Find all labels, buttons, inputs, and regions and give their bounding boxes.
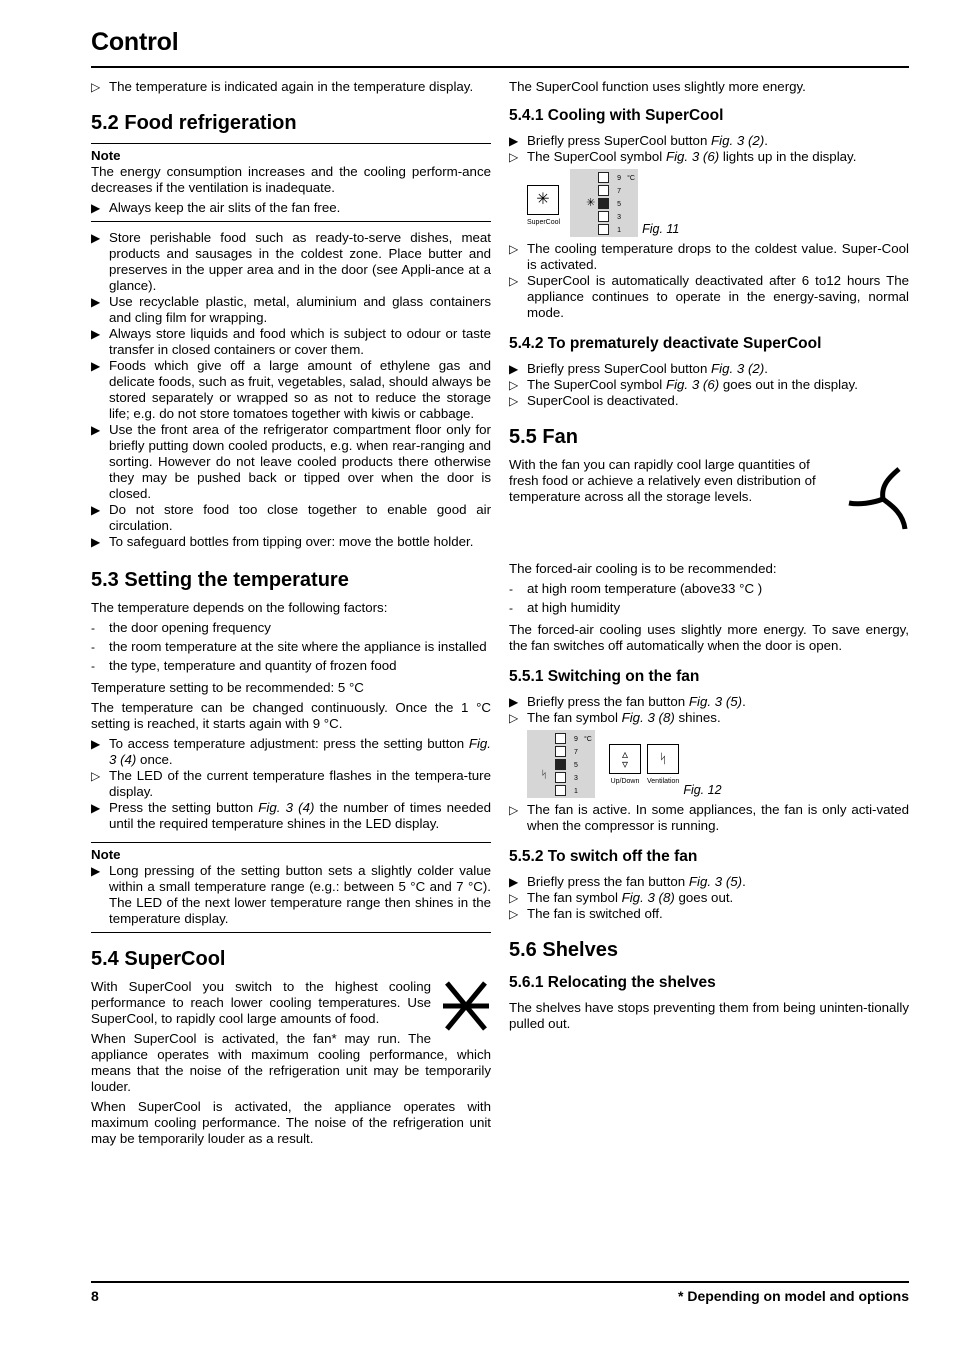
result-item: ▷ SuperCool is automatically deactivated after 6 to12 hours The appliance continues to operate in the energy-saving, normal mode. (509, 273, 909, 320)
note-title: Note (91, 847, 121, 862)
display-level: 3 (574, 775, 578, 782)
action-item: ▶ Press the setting button Fig. 3 (4) the number of times needed until the required temperature shines in the LED display. (91, 800, 492, 831)
figure-caption: Fig. 12 (683, 783, 722, 797)
display-level: 5 (574, 762, 578, 769)
note-action-item: ▶ Long pressing of the setting button sets a slightly colder value within a small temperature range (e.g.: between 5 °C and 7 °C). The LED of the next lower temperature range then shines in the temperature display. (91, 863, 491, 926)
section-title-5-6: 5.6 Shelves (509, 939, 618, 961)
paragraph: With SuperCool you switch to the highest cooling performance to reach lower cooling temperatures. Use SuperCool, to rapidly cool large amounts of food. (91, 979, 431, 1026)
list-item: - the door opening frequency (91, 620, 271, 635)
action-item: ▶ Briefly press SuperCool button Fig. 3 (2). (509, 361, 768, 376)
display-level: 7 (617, 188, 621, 195)
display-level: 5 (617, 201, 621, 208)
action-item: ▶ Use the front area of the refrigerator compartment floor only for briefly putting down cooled products, e.g. when rear-ranging and sorting. However do not leave cooled products there otherwise they may be pushed back or tipped over when the door is closed. (91, 422, 491, 501)
action-item: ▶ Use recyclable plastic, metal, aluminium and glass containers and cling film for wrapping. (91, 294, 491, 325)
display-level: 1 (617, 227, 621, 234)
updown-arrows-icon: ▵ ▿ (609, 744, 641, 774)
paragraph: The temperature can be changed continuously. Once the 1 °C setting is reached, it starts again with 9 °C. (91, 700, 491, 731)
display-led (555, 772, 566, 783)
top-rule (91, 66, 909, 68)
supercool-icon (441, 979, 491, 1037)
result-item: ▷ The fan is switched off. (509, 906, 663, 921)
paragraph: The shelves have stops preventing them from being uninten-tionally pulled out. (509, 1000, 909, 1031)
list-item: - at high humidity (509, 600, 621, 615)
paragraph: The forced-air cooling is to be recommended: (509, 561, 777, 576)
result-item: ▷ The SuperCool symbol Fig. 3 (6) lights up in the display. (509, 149, 857, 164)
display-level: 1 (574, 788, 578, 795)
page-number: 8 (91, 1288, 99, 1304)
display-level: 7 (574, 749, 578, 756)
paragraph: The temperature depends on the following factors: (91, 600, 388, 615)
section-title-5-2: 5.2 Food refrigeration (91, 112, 297, 134)
display-unit: °C (627, 175, 635, 182)
display-level: 9 (617, 175, 621, 182)
section-title-5-3: 5.3 Setting the temperature (91, 569, 349, 591)
paragraph: When SuperCool is activated, the appliance operates with maximum cooling performance. The noise of the refrigeration unit may be temporarily louder as a result. (91, 1099, 491, 1146)
section-title-5-5-1: 5.5.1 Switching on the fan (509, 668, 700, 685)
list-item: - the type, temperature and quantity of frozen food (91, 658, 397, 673)
display-led (555, 785, 566, 796)
paragraph: When SuperCool is activated, the fan* may run. The appliance operates with maximum cooling performance, which means that the noise of the refrigeration unit may be temporarily louder. (91, 1031, 491, 1094)
ventilation-button-illustration (647, 744, 679, 790)
section-title-5-4-1: 5.4.1 Cooling with SuperCool (509, 107, 724, 124)
figure-12 (527, 730, 909, 798)
note-box (91, 842, 491, 933)
action-item: ▶ Foods which give off a large amount of ethylene gas and delicate foods, such as fruit, vegetables, salad, should always be stored separately or wrapped so as not to reduce the storage life; e.g. do not store tomatoes together with kiwis or cabbage. (91, 358, 491, 421)
display-unit: °C (584, 736, 592, 743)
result-item: ▷ The temperature is indicated again in the temperature display. (91, 79, 474, 94)
fan-symbol-icon: ᛋ (541, 770, 547, 781)
paragraph: With the fan you can rapidly cool large quantities of fresh food or achieve a relatively even distribution of temperature across all the storage levels. (509, 457, 816, 504)
list-item: - at high room temperature (above33 °C ) (509, 581, 763, 596)
figure-11 (527, 169, 909, 237)
result-item: ▷ SuperCool is deactivated. (509, 393, 679, 408)
display-led (555, 746, 566, 757)
fan-icon: ᛋ (647, 744, 679, 774)
list-item: - the room temperature at the site where the appliance is installed (91, 639, 487, 654)
action-item: ▶ Briefly press SuperCool button Fig. 3 (2). (509, 133, 768, 148)
footer-note: * Depending on model and options (678, 1288, 909, 1304)
paragraph: The SuperCool function uses slightly more energy. (509, 79, 806, 94)
updown-button-illustration (609, 744, 641, 790)
note-box (91, 143, 491, 222)
left-column (91, 79, 491, 1151)
result-item: ▷ The SuperCool symbol Fig. 3 (6) goes out in the display. (509, 377, 858, 392)
note-title: Note (91, 148, 121, 163)
display-led (598, 185, 609, 196)
result-item: ▷ The fan is active. In some appliances, the fan is only acti-vated when the compressor is running. (509, 802, 909, 833)
right-column (509, 79, 909, 1036)
note-text: The energy consumption increases and the cooling perform-ance decreases if the ventilation is inadequate. (91, 164, 491, 195)
result-item: ▷ The LED of the current temperature flashes in the tempera-ture display. (91, 768, 491, 799)
display-led-active (555, 759, 566, 770)
result-item: ▷ The fan symbol Fig. 3 (8) shines. (509, 710, 721, 725)
page-title: Control (91, 28, 179, 56)
display-level: 3 (617, 214, 621, 221)
fan-icon (847, 465, 909, 535)
bottom-rule (91, 1281, 909, 1283)
paragraph: Temperature setting to be recommended: 5 °C (91, 680, 364, 695)
display-led (598, 172, 609, 183)
temperature-display (570, 169, 638, 237)
section-title-5-5-2: 5.5.2 To switch off the fan (509, 848, 698, 865)
button-caption: SuperCool (527, 219, 561, 226)
display-level: 9 (574, 736, 578, 743)
display-led (555, 733, 566, 744)
paragraph: The forced-air cooling uses slightly more energy. To save energy, the fan switches off automatically when the door is open. (509, 622, 909, 653)
result-item: ▷ The cooling temperature drops to the coldest value. Super-Cool is activated. (509, 241, 909, 272)
section-title-5-4-2: 5.4.2 To prematurely deactivate SuperCool (509, 335, 822, 352)
action-item: ▶ Briefly press the fan button Fig. 3 (5). (509, 874, 746, 889)
result-item: ▷ The fan symbol Fig. 3 (8) goes out. (509, 890, 734, 905)
display-led (598, 224, 609, 235)
action-item: ▶ Always store liquids and food which is subject to odour or taste transfer in closed containers or cover them. (91, 326, 491, 357)
section-title-5-5: 5.5 Fan (509, 426, 578, 448)
section-title-5-4: 5.4 SuperCool (91, 948, 226, 970)
figure-caption: Fig. 11 (642, 222, 680, 236)
action-item: ▶ Do not store food too close together to enable good air circulation. (91, 502, 491, 533)
button-caption: Ventilation (647, 778, 680, 785)
action-item: ▶ Briefly press the fan button Fig. 3 (5). (509, 694, 746, 709)
display-led-active (598, 198, 609, 209)
temperature-display (527, 730, 595, 798)
action-item: ▶ To access temperature adjustment: press the setting button Fig. 3 (4) once. (91, 736, 491, 767)
section-title-5-6-1: 5.6.1 Relocating the shelves (509, 974, 716, 991)
action-item: ▶ Store perishable food such as ready-to-serve dishes, meat products and sausages in the coldest zone. Place butter and preserves in the upper area and in the door (see Appli-ance at a glance). (91, 230, 491, 293)
button-caption: Up/Down (610, 778, 640, 785)
action-item: ▶ To safeguard bottles from tipping over: move the bottle holder. (91, 534, 474, 549)
note-action-item: ▶ Always keep the air slits of the fan free. (91, 200, 341, 215)
supercool-symbol-icon: ✳ (586, 197, 596, 209)
supercool-button-illustration (527, 185, 560, 231)
display-led (598, 211, 609, 222)
snowflake-icon: ✳ (527, 185, 559, 215)
